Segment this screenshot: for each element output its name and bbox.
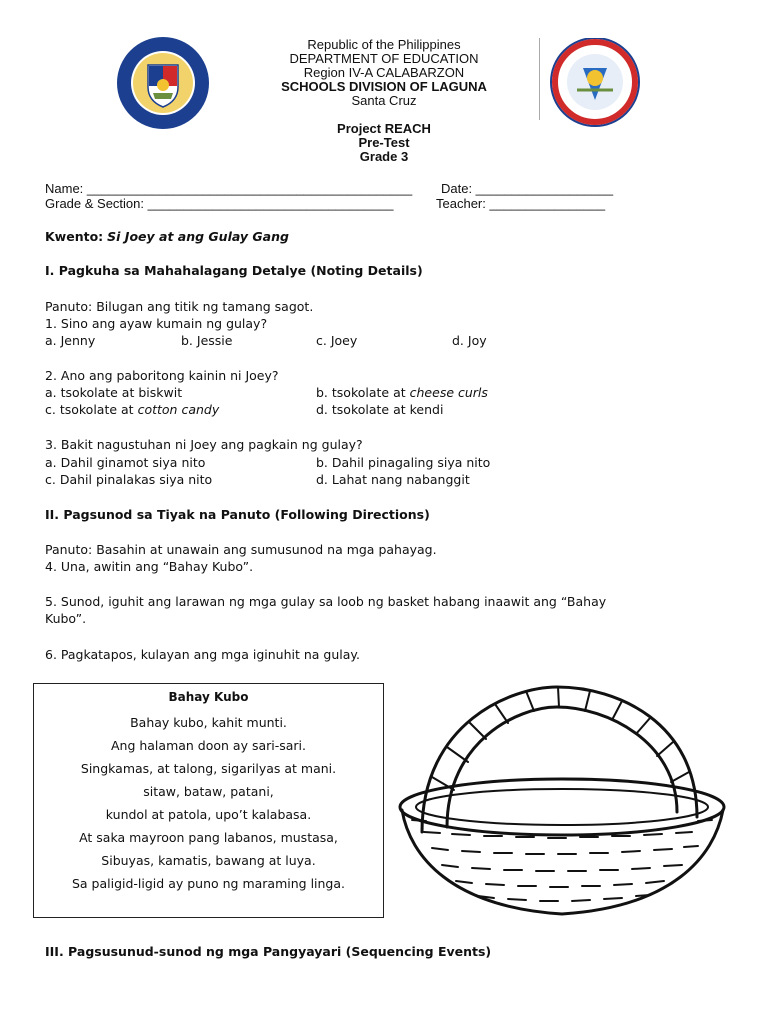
q1-choice-d[interactable]: d. Joy (452, 333, 487, 348)
header-region: Region IV-A CALABARZON (303, 65, 465, 80)
title-test-type: Pre-Test (358, 135, 410, 150)
q2-choice-c[interactable] (45, 402, 219, 417)
division-of-laguna-logo (547, 38, 643, 134)
date-field[interactable]: Date: ___________________ (441, 181, 614, 196)
q1-choice-a[interactable]: a. Jenny (45, 333, 96, 348)
story-label: Kwento: (45, 229, 104, 244)
title-project: Project REACH (337, 121, 431, 136)
section-1-instructions: Panuto: Bilugan ang titik ng tamang sagot. (45, 299, 314, 314)
q3-choice-d[interactable]: d. Lahat nang nabanggit (316, 472, 470, 487)
q2-choice-b[interactable] (316, 385, 488, 400)
item-6: 6. Pagkatapos, kulayan ang mga iginuhit na gulay. (45, 647, 360, 662)
poem-line: Sa paligid-ligid ay puno ng maraming linga. (71, 876, 346, 891)
item-5-line-2: Kubo”. (45, 611, 87, 626)
poem-line: kundol at patola, upo’t kalabasa. (105, 807, 312, 822)
teacher-field[interactable]: Teacher: ________________ (436, 196, 606, 211)
q2-choice-a[interactable]: a. tsokolate at biskwit (45, 385, 183, 400)
q2-choice-c-italic: cotton candy (137, 402, 220, 417)
poem-line: Sibuyas, kamatis, bawang at luya. (101, 853, 316, 868)
story-line (45, 229, 289, 244)
poem-line: Bahay kubo, kahit munti. (130, 715, 287, 730)
q2-choice-b-prefix: b. tsokolate at (316, 385, 406, 400)
title-grade: Grade 3 (359, 149, 409, 164)
q3-choice-a[interactable]: a. Dahil ginamot siya nito (45, 455, 206, 470)
q1-choice-c[interactable]: c. Joey (316, 333, 358, 348)
q3-question: 3. Bakit nagustuhan ni Joey ang pagkain ng gulay? (45, 437, 363, 452)
q2-question: 2. Ano ang paboritong kainin ni Joey? (45, 368, 279, 383)
q3-choice-c[interactable]: c. Dahil pinalakas siya nito (45, 472, 213, 487)
poem-line: sitaw, bataw, patani, (143, 784, 274, 799)
document-title (234, 122, 534, 164)
q2-choice-c-prefix: c. tsokolate at (45, 402, 134, 417)
letterhead (180, 38, 588, 108)
q1-question: 1. Sino ang ayaw kumain ng gulay? (45, 316, 268, 331)
header-city: Santa Cruz (351, 93, 417, 108)
item-4: 4. Una, awitin ang “Bahay Kubo”. (45, 559, 254, 574)
section-3-heading: III. Pagsusunud-sunod ng mga Pangyayari (Sequencing Events) (45, 944, 492, 959)
q2-choice-b-italic: cheese curls (409, 385, 488, 400)
poem-title: Bahay Kubo (168, 690, 249, 704)
bahay-kubo-poem-box (33, 683, 384, 918)
name-field[interactable]: Name: _____________________________________________ (45, 181, 413, 196)
poem-line: Singkamas, at talong, sigarilyas at mani. (80, 761, 337, 776)
section-1-heading: I. Pagkuha sa Mahahalagang Detalye (Noting Details) (45, 263, 423, 278)
header-department: DEPARTMENT OF EDUCATION (289, 51, 479, 66)
header-republic: Republic of the Philippines (307, 37, 461, 52)
header-division: SCHOOLS DIVISION OF LAGUNA (281, 79, 487, 94)
q1-choice-b[interactable]: b. Jessie (181, 333, 233, 348)
grade-section-field[interactable]: Grade & Section: __________________________________ (45, 196, 394, 211)
q3-choice-b[interactable]: b. Dahil pinagaling siya nito (316, 455, 491, 470)
header-divider (539, 38, 540, 120)
poem-line: Ang halaman doon ay sari-sari. (110, 738, 307, 753)
section-2-heading: II. Pagsunod sa Tiyak na Panuto (Following Directions) (45, 507, 430, 522)
story-title: Si Joey at ang Gulay Gang (107, 229, 289, 244)
q2-choice-d[interactable]: d. tsokolate at kendi (316, 402, 444, 417)
poem-line: At saka mayroon pang labanos, mustasa, (79, 830, 338, 845)
basket-illustration (392, 682, 737, 922)
section-2-instructions: Panuto: Basahin at unawain ang sumusunod na mga pahayag. (45, 542, 437, 557)
item-5-line-1: 5. Sunod, iguhit ang larawan ng mga gulay sa loob ng basket habang inaawit ang “Bahay (45, 594, 607, 609)
